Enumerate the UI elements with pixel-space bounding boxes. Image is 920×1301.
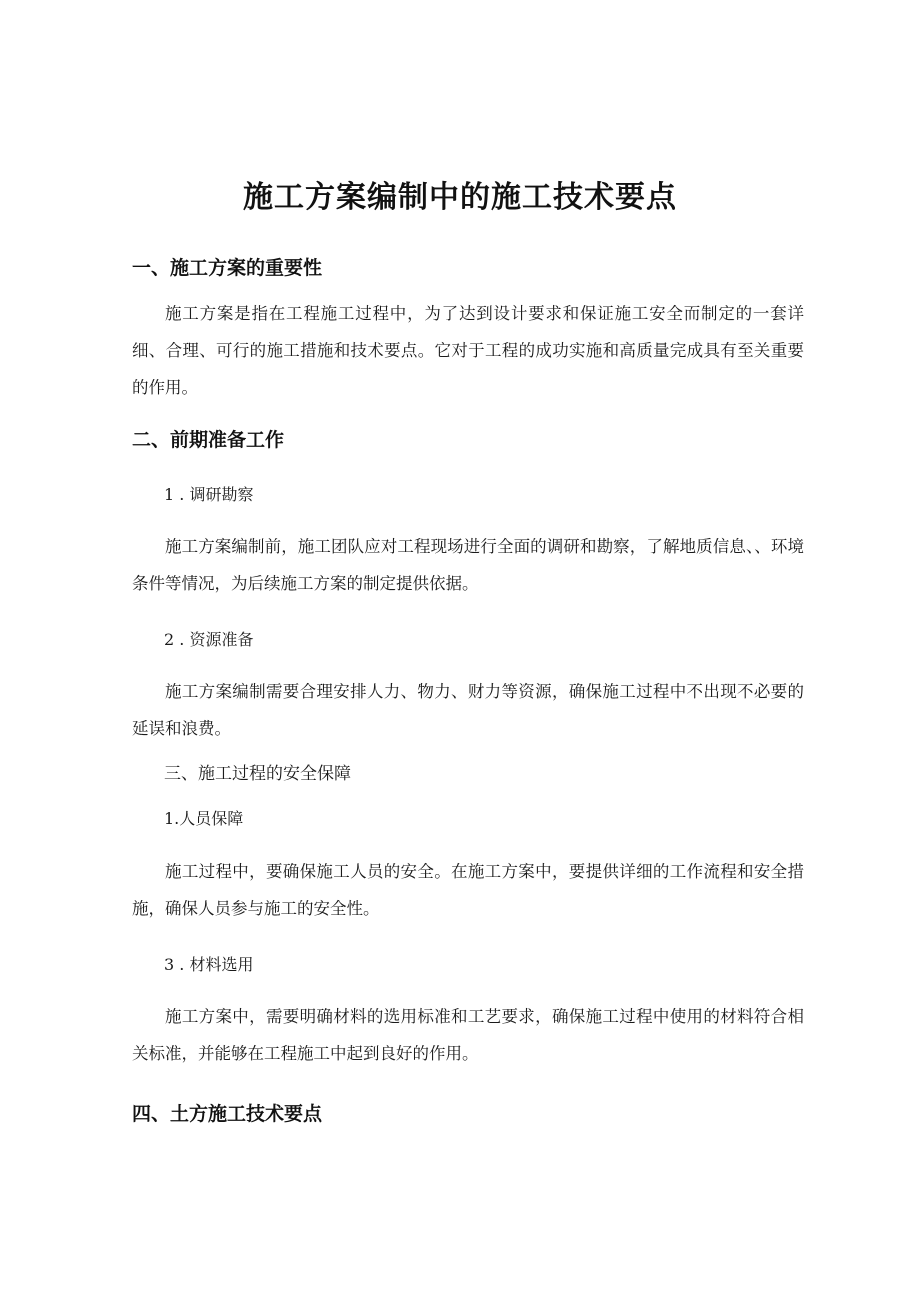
subsection-materials-paragraph: 施工方案中，需要明确材料的选用标准和工艺要求，确保施工过程中使用的材料符合相关标准，并能够在工程施工中起到良好的作用。 [132,1007,804,1063]
section-heading-3: 三、施工过程的安全保障 [164,764,351,784]
subsection-survey-paragraph: 施工方案编制前，施工团队应对工程现场进行全面的调研和勘察，了解地质信息、、环境条件等情况，为后续施工方案的制定提供依据。 [132,537,804,593]
subsection-label-resources: 2 . 资源准备 [164,630,254,649]
section-heading-4: 四、土方施工技术要点 [132,1103,323,1125]
section-heading-1: 一、施工方案的重要性 [132,257,323,279]
section-heading-2: 二、前期准备工作 [132,429,285,451]
section-1-paragraph: 施工方案是指在工程施工过程中，为了达到设计要求和保证施工安全而制定的一套详细、合理、可行的施工措施和技术要点。它对于工程的成功实施和高质量完成具有至关重要的作用。 [132,304,804,397]
subsection-personnel-paragraph: 施工过程中，要确保施工人员的安全。在施工方案中，要提供详细的工作流程和安全措施，确保人员参与施工的安全性。 [132,862,804,918]
subsection-label-materials: 3 . 材料选用 [164,955,254,974]
document-title: 施工方案编制中的施工技术要点 [243,180,677,215]
subsection-label-survey: 1 . 调研勘察 [164,485,254,504]
subsection-resources-paragraph: 施工方案编制需要合理安排人力、物力、财力等资源，确保施工过程中不出现不必要的延误和浪费。 [132,682,804,738]
subsection-label-personnel: 1.人员保障 [164,809,244,828]
